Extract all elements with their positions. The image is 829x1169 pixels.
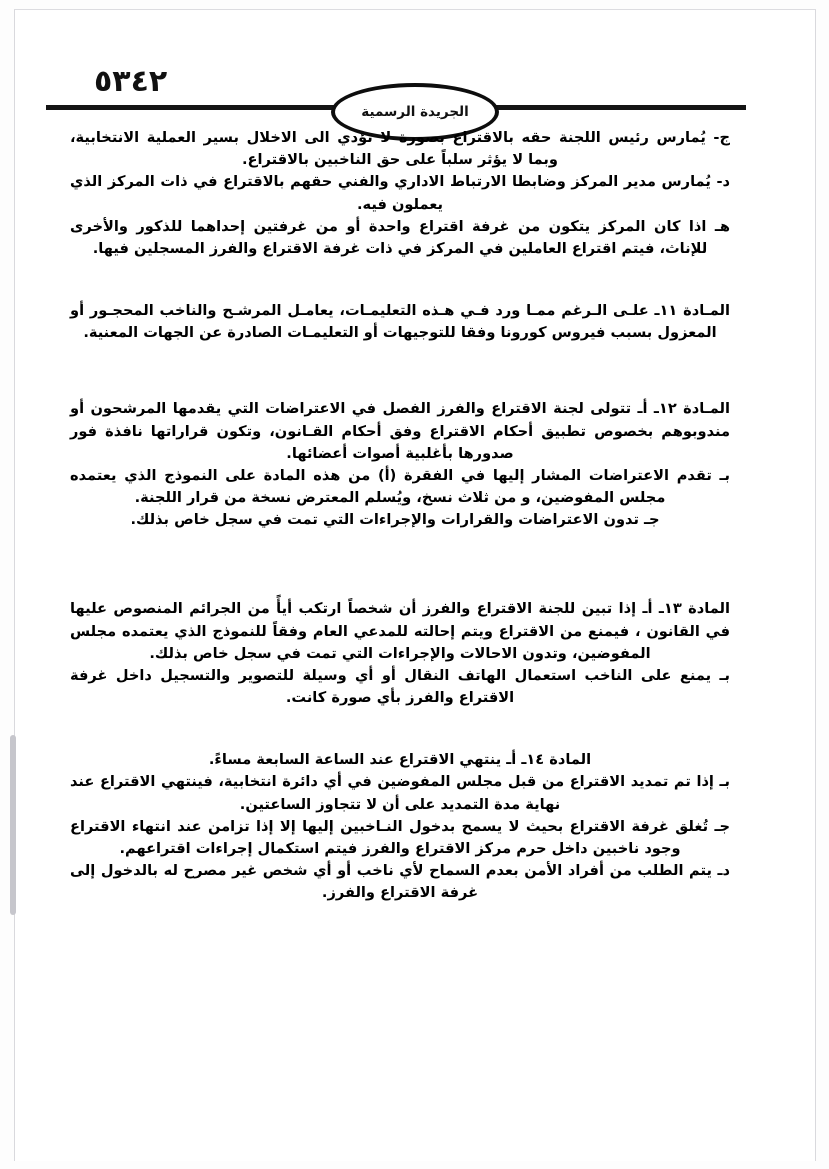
spacer <box>14 260 816 300</box>
article-14-d: دـ يتم الطلب من أفراد الأمن بعدم السماح لأي ناخب أو أي شخص غير مصرح له بالدخول إلى غرفة الاقتراع والفرز. <box>70 862 730 902</box>
gazette-page <box>14 9 816 1161</box>
gazette-masthead-label: الجريدة الرسمية <box>361 104 469 120</box>
spacer <box>14 531 816 585</box>
document-body <box>14 127 816 904</box>
article-13-a: المادة ١٣ـ أـ إذا تبين للجنة الاقتراع والفرز أن شخصاً ارتكب أيأً من الجرائم المنصوص عليها في القانون ، فيمنع من الاقتراع ويتم إحالته للمدعي العام وفقاً للنموذج الذي يعتمده مجلس المفوضين، وتدون الاحالات والإجراءات التي تمت في سجل خاص بذلك. <box>70 600 730 662</box>
clause-jeem-10: ج- يُمارس رئيس اللجنة حقه بالاقتراع بصورة لا تؤدي الى الاخلال بسير العملية الانتخابية، وبما لا يؤثر سلباً على حق الناخبين بالاقتراع. <box>70 129 730 169</box>
article-13-b: بـ يمنع على الناخب استعمال الهاتف النقال أو أي وسيلة للتصوير والتسجيل داخل غرفة الاقتراع والفرز بأي صورة كانت. <box>70 666 730 707</box>
clause-haa-10: هـ اذا كان المركز يتكون من غرفة اقتراع واحدة أو من غرفتين إحداهما للذكور والأخرى للإناث، فيتم اقتراع العاملين في المركز في ذات غرفة الاقتراع والفرز المسجلين فيها. <box>70 217 730 257</box>
article-12-a: المـادة ١٢ـ أـ تتولى لجنة الاقتراع والفرز الفصل في الاعتراضات التي يقدمها المرشحون أو مندوبوهم بخصوص تطبيق أحكام الاقتراع وفق أحكام القـانون، وتكون قراراتها نافذة فور صدورها بأغلبية أصوات أعضائها. <box>70 400 730 462</box>
article-14-c: جـ تُغلق غرفة الاقتراع بحيث لا يسمح بدخول النـاخبين إليها إلا إذا تزامن عند انتهاء الاقتراع وجود ناخبين داخل حرم مركز الاقتراع والفرز فيتم استكمال إجراءات اقتراعهم. <box>70 817 730 857</box>
article-11: المـادة ١١ـ علـى الـرغم ممـا ورد فـي هـذه التعليمـات، يعامـل المرشـح والناخب المحجـور أو المعزول بسبب فيروس كورونا وفقا للتوجيهات أو التعليمـات الصادرة عن الجهات المعنية. <box>70 302 730 342</box>
clause-dal-10: د- يُمارس مدير المركز وضابطا الارتباط الاداري والفني حقهم بالاقتراع في ذات المركز الذي يعملون فيه. <box>70 173 730 213</box>
article-12-b: بـ تقدم الاعتراضات المشار إليها في الفقرة (أ) من هذه المادة على النموذج الذي يعتمده مجلس المفوضين، و من ثلاث نسخ، ويُسلم المعترض نسخة من قرار اللجنة. <box>70 466 730 507</box>
article-12-c: جـ تدون الاعتراضات والقرارات والإجراءات التي تمت في سجل خاص بذلك. <box>130 511 660 529</box>
spacer <box>14 585 816 598</box>
spacer <box>14 344 816 398</box>
page-number: ٥٣٤٢ <box>94 64 168 99</box>
article-14-b: بـ إذا تم تمديد الاقتراع من قبل مجلس المفوضين في أي دائرة انتخابية، فينتهي الاقتراع عند نهاية مدة التمديد على أن لا تتجاوز الساعتين. <box>70 773 730 813</box>
article-14-a: المادة ١٤ـ أـ ينتهي الاقتراع عند الساعة السابعة مساءً. <box>208 751 592 769</box>
spacer <box>14 709 816 749</box>
